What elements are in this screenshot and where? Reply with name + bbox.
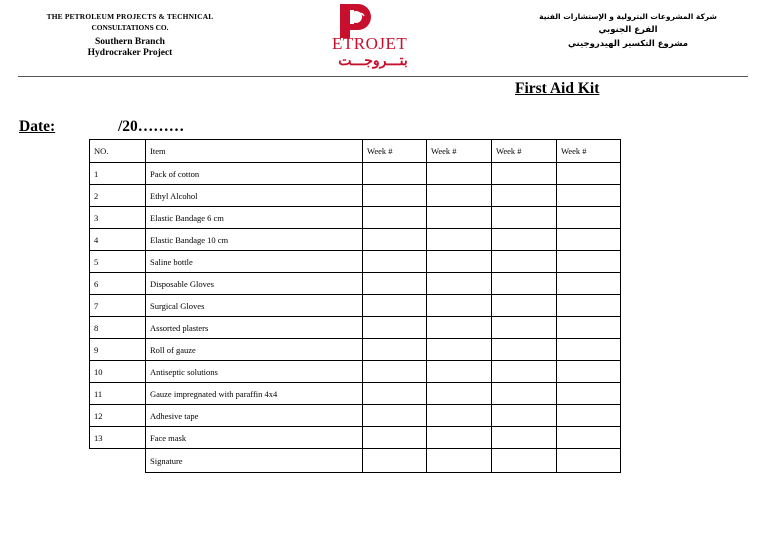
item-name: Pack of cotton: [146, 163, 363, 185]
week-3-check-cell[interactable]: [492, 427, 557, 449]
week-2-check-cell[interactable]: [427, 405, 492, 427]
week-2-check-cell[interactable]: [427, 251, 492, 273]
row-number: 11: [90, 383, 146, 405]
week-2-check-cell[interactable]: [427, 383, 492, 405]
table-row: [90, 251, 621, 273]
week-1-check-cell[interactable]: [363, 251, 427, 273]
week-1-check-cell[interactable]: [363, 295, 427, 317]
week-2-check-cell[interactable]: [427, 295, 492, 317]
week-3-check-cell[interactable]: [492, 295, 557, 317]
item-name: Saline bottle: [146, 251, 363, 273]
week-3-check-cell[interactable]: [492, 251, 557, 273]
arabic-company-name: شركة المشروعات البترولية و الإستشارات الفنية: [539, 12, 717, 21]
week-1-check-cell[interactable]: [363, 405, 427, 427]
arabic-branch-name: الفرع الجنوبي: [598, 25, 658, 35]
signature-row-spacer: [90, 449, 146, 473]
week-2-check-cell[interactable]: [427, 185, 492, 207]
table-row: [90, 185, 621, 207]
week-1-check-cell[interactable]: [363, 207, 427, 229]
table-row: [90, 295, 621, 317]
petrojet-logo: [330, 2, 430, 74]
week-1-check-cell[interactable]: [363, 273, 427, 295]
company-header-english: [30, 12, 230, 58]
table-header-row: [90, 140, 621, 163]
week-3-check-cell[interactable]: [492, 207, 557, 229]
week-2-check-cell[interactable]: [427, 163, 492, 185]
logo-wordmark: ETROJET: [332, 34, 408, 53]
item-name: Adhesive tape: [146, 405, 363, 427]
column-header-no: NO.: [90, 140, 146, 163]
item-name: Assorted plasters: [146, 317, 363, 339]
logo-arabic-wordmark: بتـــروجـــت: [338, 54, 408, 69]
table-row: [90, 405, 621, 427]
branch-name: Southern Branch: [95, 37, 165, 47]
week-4-check-cell[interactable]: [557, 383, 621, 405]
week-1-check-cell[interactable]: [363, 185, 427, 207]
table-row: [90, 163, 621, 185]
week-4-check-cell[interactable]: [557, 163, 621, 185]
item-name: Gauze impregnated with paraffin 4x4: [146, 383, 363, 405]
week-1-check-cell[interactable]: [363, 361, 427, 383]
arabic-project-name: مشروع التكسير الهيدروجيني: [567, 39, 689, 49]
row-number: 4: [90, 229, 146, 251]
week-2-check-cell[interactable]: [427, 339, 492, 361]
week-2-check-cell[interactable]: [427, 361, 492, 383]
item-name: Disposable Gloves: [146, 273, 363, 295]
signature-label: Signature: [146, 449, 363, 473]
week-1-signature-cell[interactable]: [363, 449, 427, 473]
week-3-check-cell[interactable]: [492, 339, 557, 361]
week-3-check-cell[interactable]: [492, 317, 557, 339]
project-name: Hydrocraker Project: [87, 48, 173, 58]
week-2-check-cell[interactable]: [427, 273, 492, 295]
row-number: 1: [90, 163, 146, 185]
week-4-check-cell[interactable]: [557, 207, 621, 229]
week-1-check-cell[interactable]: [363, 339, 427, 361]
week-4-check-cell[interactable]: [557, 229, 621, 251]
week-4-check-cell[interactable]: [557, 317, 621, 339]
week-2-signature-cell[interactable]: [427, 449, 492, 473]
company-name-line1: THE PETROLEUM PROJECTS & TECHNICAL: [46, 12, 214, 21]
table-row: [90, 339, 621, 361]
column-header-week-4: Week #: [557, 140, 621, 163]
row-number: 12: [90, 405, 146, 427]
week-4-check-cell[interactable]: [557, 427, 621, 449]
signature-row: [90, 449, 621, 473]
item-name: Surgical Gloves: [146, 295, 363, 317]
item-name: Elastic Bandage 6 cm: [146, 207, 363, 229]
header-divider: [18, 76, 748, 77]
week-1-check-cell[interactable]: [363, 163, 427, 185]
table-row: [90, 361, 621, 383]
column-header-week-2: Week #: [427, 140, 492, 163]
week-3-check-cell[interactable]: [492, 163, 557, 185]
week-1-check-cell[interactable]: [363, 383, 427, 405]
date-label: Date:: [19, 118, 56, 135]
item-name: Antiseptic solutions: [146, 361, 363, 383]
week-4-check-cell[interactable]: [557, 339, 621, 361]
row-number: 3: [90, 207, 146, 229]
week-1-check-cell[interactable]: [363, 427, 427, 449]
table-row: [90, 273, 621, 295]
week-3-signature-cell[interactable]: [492, 449, 557, 473]
row-number: 5: [90, 251, 146, 273]
row-number: 10: [90, 361, 146, 383]
item-name: Ethyl Alcohol: [146, 185, 363, 207]
row-number: 9: [90, 339, 146, 361]
week-2-check-cell[interactable]: [427, 229, 492, 251]
week-2-check-cell[interactable]: [427, 317, 492, 339]
week-4-check-cell[interactable]: [557, 185, 621, 207]
first-aid-checklist-table: [89, 139, 621, 473]
row-number: 2: [90, 185, 146, 207]
week-1-check-cell[interactable]: [363, 229, 427, 251]
page-title: First Aid Kit: [515, 80, 600, 97]
week-4-check-cell[interactable]: [557, 273, 621, 295]
date-value: /20………: [118, 118, 185, 135]
week-1-check-cell[interactable]: [363, 317, 427, 339]
company-header-arabic: [518, 12, 738, 49]
item-name: Roll of gauze: [146, 339, 363, 361]
week-3-check-cell[interactable]: [492, 185, 557, 207]
week-4-check-cell[interactable]: [557, 361, 621, 383]
table-row: [90, 317, 621, 339]
row-number: 6: [90, 273, 146, 295]
week-2-check-cell[interactable]: [427, 427, 492, 449]
table-row: [90, 207, 621, 229]
week-4-signature-cell[interactable]: [557, 449, 621, 473]
week-3-check-cell[interactable]: [492, 361, 557, 383]
week-4-check-cell[interactable]: [557, 251, 621, 273]
column-header-item: Item: [146, 140, 363, 163]
item-name: Elastic Bandage 10 cm: [146, 229, 363, 251]
week-4-check-cell[interactable]: [557, 295, 621, 317]
week-2-check-cell[interactable]: [427, 207, 492, 229]
row-number: 13: [90, 427, 146, 449]
row-number: 8: [90, 317, 146, 339]
table-row: [90, 229, 621, 251]
table-row: [90, 427, 621, 449]
company-name-line2: CONSULTATIONS CO.: [91, 23, 169, 32]
item-name: Face mask: [146, 427, 363, 449]
week-3-check-cell[interactable]: [492, 273, 557, 295]
week-3-check-cell[interactable]: [492, 405, 557, 427]
week-3-check-cell[interactable]: [492, 383, 557, 405]
table-row: [90, 383, 621, 405]
week-4-check-cell[interactable]: [557, 405, 621, 427]
row-number: 7: [90, 295, 146, 317]
column-header-week-1: Week #: [363, 140, 427, 163]
column-header-week-3: Week #: [492, 140, 557, 163]
week-3-check-cell[interactable]: [492, 229, 557, 251]
